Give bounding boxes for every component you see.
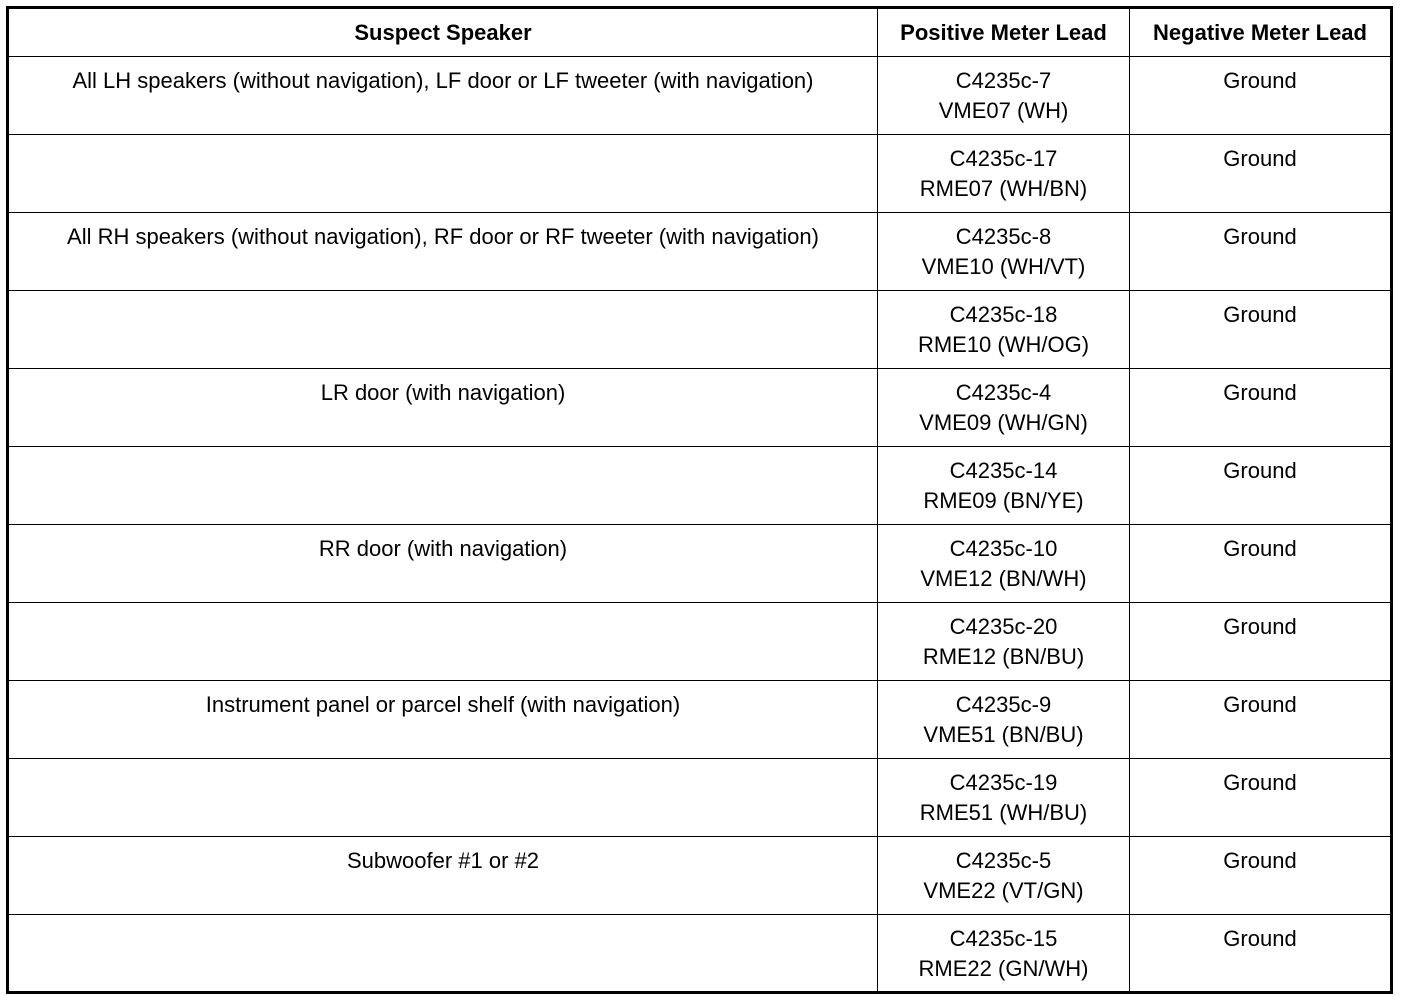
table-row: [8, 681, 1392, 759]
suspect-speaker-cell: [8, 603, 878, 681]
connector-pin: C4235c-4: [955, 380, 1052, 405]
header-positive-meter-lead: Positive Meter Lead: [878, 8, 1130, 57]
table-row: [8, 525, 1392, 603]
suspect-speaker-cell: All RH speakers (without navigation), RF door or RF tweeter (with navigation): [8, 213, 878, 291]
positive-lead-cell: [878, 681, 1130, 759]
table-row: [8, 603, 1392, 681]
table-row: [8, 213, 1392, 291]
circuit-wire: RME51 (WH/BU): [919, 800, 1088, 825]
circuit-wire: VME51 (BN/BU): [923, 722, 1084, 747]
circuit-wire: VME12 (BN/WH): [920, 566, 1087, 591]
negative-lead-cell: Ground: [1130, 759, 1392, 837]
negative-lead-cell: Ground: [1130, 915, 1392, 993]
connector-pin: C4235c-19: [949, 770, 1058, 795]
suspect-speaker-cell: LR door (with navigation): [8, 369, 878, 447]
suspect-speaker-cell: [8, 135, 878, 213]
suspect-speaker-cell: All LH speakers (without navigation), LF door or LF tweeter (with navigation): [8, 57, 878, 135]
table-row: [8, 57, 1392, 135]
suspect-speaker-cell: [8, 915, 878, 993]
negative-lead-cell: Ground: [1130, 369, 1392, 447]
circuit-wire: RME12 (BN/BU): [922, 644, 1085, 669]
suspect-speaker-cell: [8, 759, 878, 837]
negative-lead-cell: Ground: [1130, 603, 1392, 681]
circuit-wire: VME07 (WH): [938, 98, 1069, 123]
table-row: [8, 291, 1392, 369]
table-row: [8, 447, 1392, 525]
positive-lead-cell: [878, 837, 1130, 915]
header-row: [8, 8, 1392, 57]
negative-lead-cell: Ground: [1130, 57, 1392, 135]
positive-lead-cell: [878, 759, 1130, 837]
circuit-wire: VME09 (WH/GN): [919, 410, 1088, 435]
positive-lead-cell: [878, 57, 1130, 135]
positive-lead-cell: [878, 213, 1130, 291]
positive-lead-cell: [878, 525, 1130, 603]
connector-pin: C4235c-14: [949, 458, 1058, 483]
table-row: [8, 135, 1392, 213]
suspect-speaker-cell: Instrument panel or parcel shelf (with navigation): [8, 681, 878, 759]
positive-lead-cell: [878, 291, 1130, 369]
negative-lead-cell: Ground: [1130, 135, 1392, 213]
circuit-wire: RME22 (GN/WH): [918, 956, 1089, 981]
negative-lead-cell: Ground: [1130, 837, 1392, 915]
suspect-speaker-cell: [8, 447, 878, 525]
suspect-speaker-cell: RR door (with navigation): [8, 525, 878, 603]
header-negative-meter-lead: Negative Meter Lead: [1130, 8, 1392, 57]
circuit-wire: RME10 (WH/OG): [917, 332, 1090, 357]
speaker-circuit-table: [6, 6, 1393, 994]
table-row: [8, 837, 1392, 915]
header-suspect-speaker: Suspect Speaker: [8, 8, 878, 57]
table-header: [8, 8, 1392, 57]
negative-lead-cell: Ground: [1130, 681, 1392, 759]
positive-lead-cell: [878, 369, 1130, 447]
connector-pin: C4235c-17: [949, 146, 1058, 171]
circuit-wire: VME22 (VT/GN): [923, 878, 1084, 903]
positive-lead-cell: [878, 135, 1130, 213]
connector-pin: C4235c-7: [955, 68, 1052, 93]
negative-lead-cell: Ground: [1130, 213, 1392, 291]
negative-lead-cell: Ground: [1130, 447, 1392, 525]
connector-pin: C4235c-20: [949, 614, 1058, 639]
connector-pin: C4235c-18: [949, 302, 1058, 327]
connector-pin: C4235c-15: [949, 926, 1058, 951]
table-row: [8, 915, 1392, 993]
circuit-wire: RME07 (WH/BN): [919, 176, 1088, 201]
connector-pin: C4235c-9: [955, 692, 1052, 717]
positive-lead-cell: [878, 915, 1130, 993]
circuit-wire: RME09 (BN/YE): [923, 488, 1084, 513]
connector-pin: C4235c-5: [955, 848, 1052, 873]
negative-lead-cell: Ground: [1130, 525, 1392, 603]
positive-lead-cell: [878, 603, 1130, 681]
connector-pin: C4235c-8: [955, 224, 1052, 249]
connector-pin: C4235c-10: [949, 536, 1058, 561]
negative-lead-cell: Ground: [1130, 291, 1392, 369]
table-body: [8, 57, 1392, 993]
positive-lead-cell: [878, 447, 1130, 525]
table-row: [8, 369, 1392, 447]
suspect-speaker-cell: Subwoofer #1 or #2: [8, 837, 878, 915]
circuit-wire: VME10 (WH/VT): [921, 254, 1086, 279]
table-row: [8, 759, 1392, 837]
suspect-speaker-cell: [8, 291, 878, 369]
